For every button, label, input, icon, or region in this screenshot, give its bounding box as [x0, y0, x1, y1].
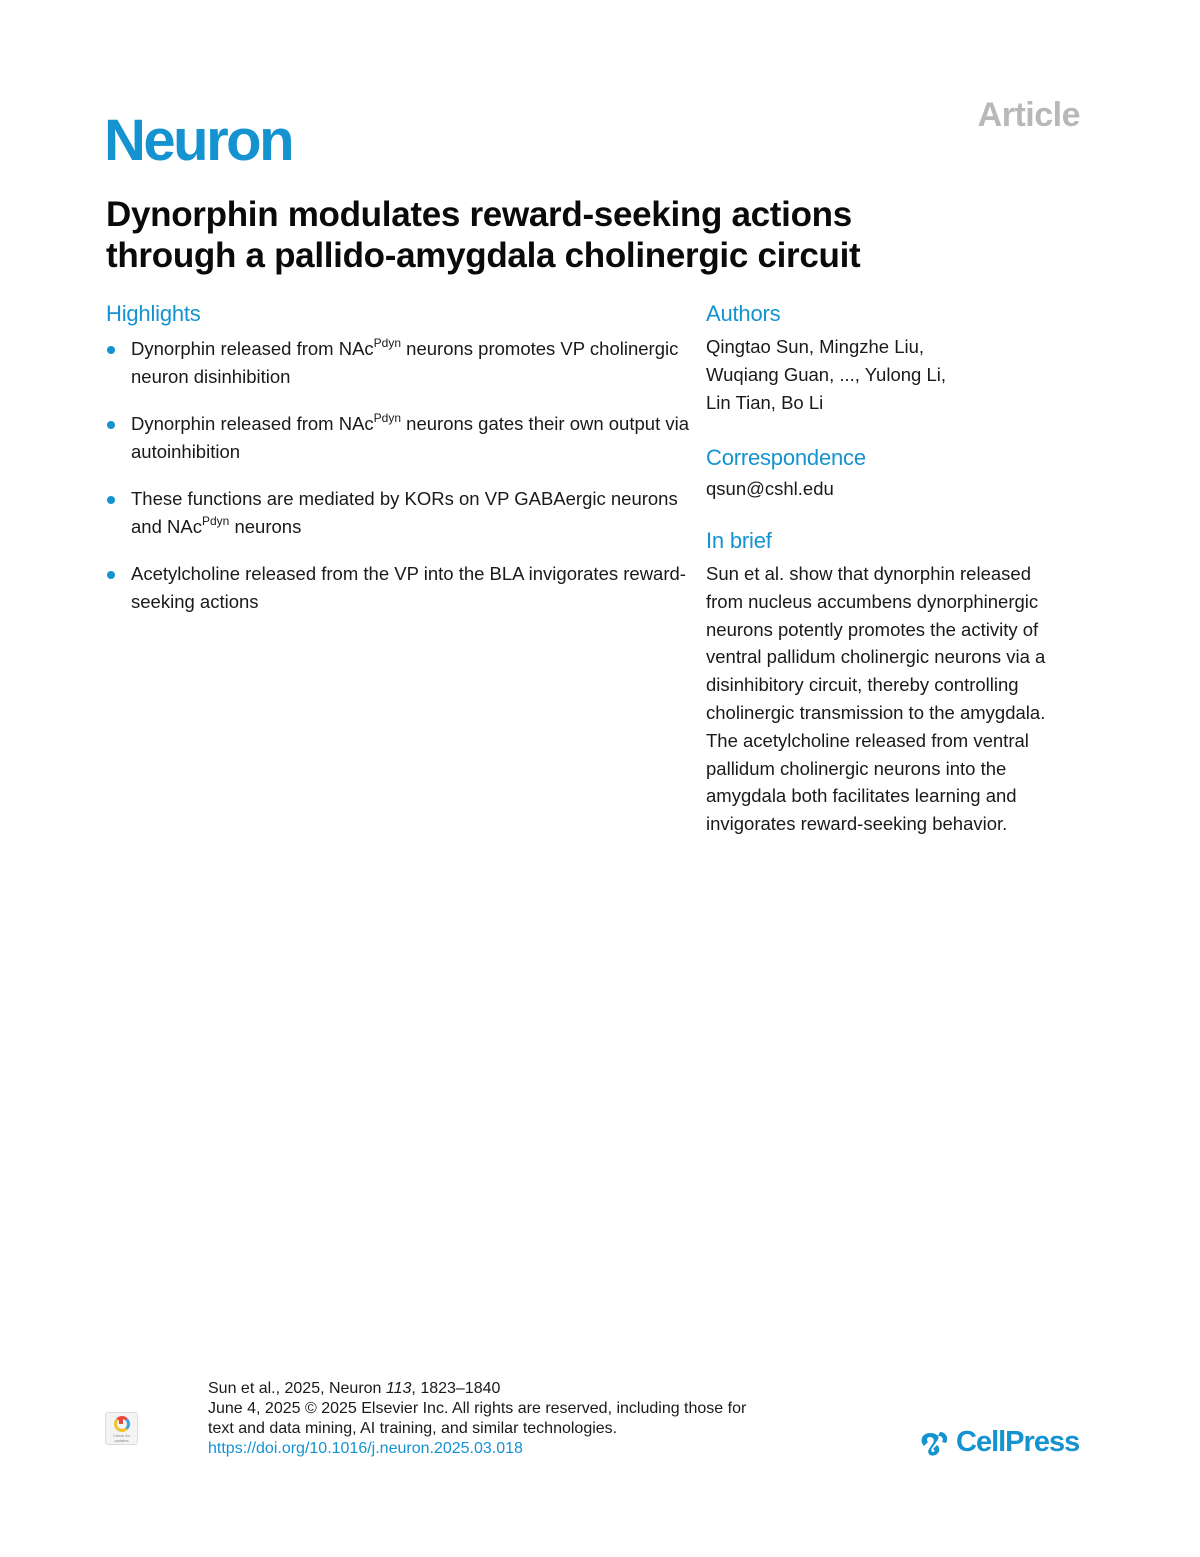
title-line-1: Dynorphin modulates reward-seeking actions — [106, 195, 852, 234]
cellpress-logo — [918, 1428, 1079, 1457]
bullet-icon — [107, 571, 115, 579]
authors-list: Qingtao Sun, Mingzhe Liu, Wuqiang Guan, ..., Yulong Li, Lin Tian, Bo Li — [706, 336, 946, 413]
authors-section — [706, 301, 1096, 416]
correspondence-section — [706, 445, 1096, 503]
in-brief-section — [706, 528, 1096, 838]
rights-line-1: June 4, 2025 © 2025 Elsevier Inc. All rights are reserved, including those for — [208, 1400, 747, 1417]
highlights-section — [106, 301, 696, 635]
in-brief-heading: In brief — [706, 528, 772, 553]
highlight-item: Dynorphin released from NAc$^{Pdyn}$ neurons promotes VP cholinergic neuron disinhibition — [106, 335, 696, 390]
correspondence-heading: Correspondence — [706, 445, 866, 470]
doi-link[interactable]: https://doi.org/10.1016/j.neuron.2025.03.018 — [208, 1440, 523, 1457]
authors-heading: Authors — [706, 301, 781, 326]
article-type-label: Article — [977, 96, 1080, 134]
citation-line: Sun et al., 2025, Neuron 113, 1823–1840 — [208, 1380, 501, 1397]
citation-footer — [208, 1379, 828, 1459]
bullet-icon — [107, 346, 115, 354]
paper-title — [106, 194, 1066, 276]
publisher-name: CellPress — [956, 1426, 1080, 1458]
journal-logo: Neuron — [104, 108, 292, 173]
highlights-list — [106, 335, 696, 615]
in-brief-text: Sun et al. show that dynorphin released from nucleus accumbens dynorphinergic neurons potently promotes the activity of ventral pallidum cholinergic neurons via a disinhibitory circuit, thereby controlling cholinergic transmission to the amygdala. The acetylcholine released from ventral pallidum cholinergic neurons into the amygdala both facilitates learning and invigorates reward-seeking behavior. — [706, 563, 1046, 835]
highlight-item: These functions are mediated by KORs on VP GABAergic neurons and NAc$^{Pdyn}$ neurons — [106, 485, 696, 540]
highlights-heading: Highlights — [106, 301, 201, 326]
check-updates-icon — [114, 1416, 130, 1432]
cellpress-icon — [918, 1429, 950, 1457]
bullet-icon — [107, 496, 115, 504]
correspondence-email[interactable]: qsun@cshl.edu — [706, 478, 834, 499]
rights-line-2: text and data mining, AI training, and similar technologies. — [208, 1420, 618, 1437]
check-for-updates-badge[interactable]: Check for updates — [105, 1412, 138, 1445]
highlight-item: Dynorphin released from NAc$^{Pdyn}$ neurons gates their own output via autoinhibition — [106, 410, 696, 465]
highlight-item: Acetylcholine released from the VP into the BLA invigorates reward-seeking actions — [106, 560, 696, 615]
bullet-icon — [107, 421, 115, 429]
title-line-2: through a pallido-amygdala cholinergic circuit — [106, 236, 861, 275]
